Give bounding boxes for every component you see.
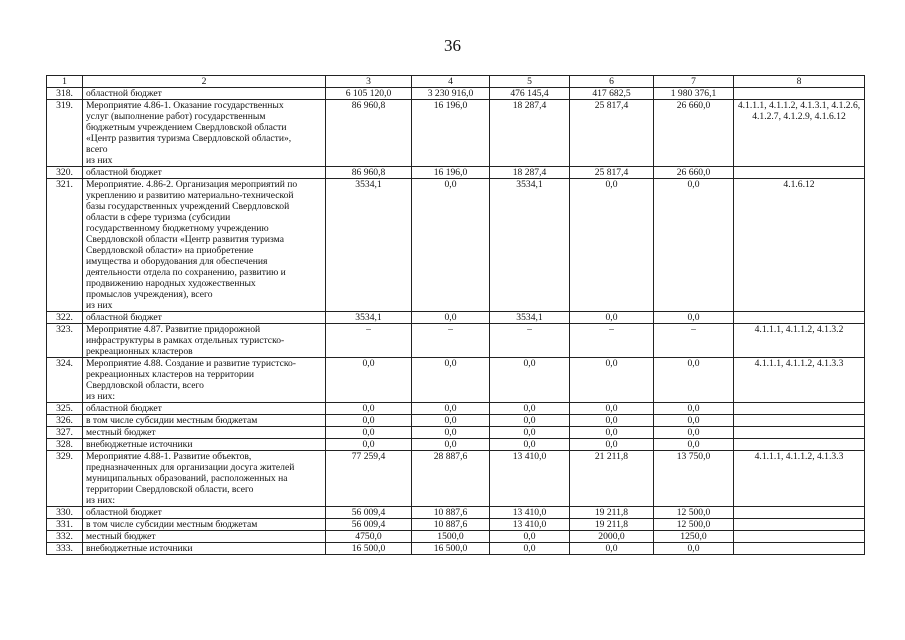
description-line: из них <box>86 155 113 166</box>
value-cell-col5: 476 145,4 <box>490 88 570 100</box>
value-cell-col6: 21 211,8 <box>570 451 654 507</box>
description-line: деятельности отдела по сохранению, развитию и <box>86 267 286 278</box>
target-codes-cell <box>734 312 865 324</box>
row-number-cell: 327. <box>47 427 83 439</box>
description-line: Мероприятие. 4.86-2. Организация мероприятий по <box>86 179 298 190</box>
description-line: услуг (выполнение работ) государственным <box>86 111 266 122</box>
description-line: области в сфере туризма (субсидии <box>86 212 231 223</box>
value-cell-col7: 0,0 <box>654 179 734 312</box>
table-row <box>47 519 865 531</box>
value-cell-col6: 19 211,8 <box>570 519 654 531</box>
description-line: внебюджетные источники <box>86 543 193 554</box>
value-cell-col3: 77 259,4 <box>326 451 412 507</box>
value-cell-col4: 0,0 <box>412 427 490 439</box>
description-line: областной бюджет <box>86 312 162 323</box>
table-row <box>47 358 865 403</box>
value-cell-col7: 12 500,0 <box>654 519 734 531</box>
table-row <box>47 439 865 451</box>
value-cell-col7: 26 660,0 <box>654 167 734 179</box>
description-line: Мероприятие 4.87. Развитие придорожной <box>86 324 261 335</box>
target-codes-cell <box>734 324 865 358</box>
value-cell-col7: – <box>654 324 734 358</box>
description-line: местный бюджет <box>86 531 156 542</box>
description-cell <box>83 543 326 555</box>
description-cell <box>83 312 326 324</box>
target-codes-cell <box>734 451 865 507</box>
header-cell: 5 <box>490 76 570 88</box>
target-codes-cell <box>734 439 865 451</box>
description-line: областной бюджет <box>86 403 162 414</box>
value-cell-col3: 86 960,8 <box>326 167 412 179</box>
value-cell-col4: 0,0 <box>412 415 490 427</box>
target-code-line: 4.1.1.1, 4.1.1.2, 4.1.3.1, 4.1.2.6, <box>737 100 861 111</box>
description-line: государственному бюджетному учреждению <box>86 223 269 234</box>
value-cell-col7: 0,0 <box>654 403 734 415</box>
description-line: базы государственных учреждений Свердловской <box>86 201 290 212</box>
value-cell-col5: 13 410,0 <box>490 507 570 519</box>
description-line: из них: <box>86 495 116 506</box>
description-line: рекреационных кластеров <box>86 346 193 357</box>
row-number-cell: 323. <box>47 324 83 358</box>
table-row <box>47 88 865 100</box>
target-code-line: 4.1.1.1, 4.1.1.2, 4.1.3.3 <box>754 451 844 462</box>
table-row <box>47 403 865 415</box>
value-cell-col5: 13 410,0 <box>490 451 570 507</box>
description-cell <box>83 403 326 415</box>
value-cell-col5: 0,0 <box>490 427 570 439</box>
target-codes-cell <box>734 519 865 531</box>
value-cell-col6: 0,0 <box>570 312 654 324</box>
table-row <box>47 312 865 324</box>
value-cell-col5: 0,0 <box>490 403 570 415</box>
value-cell-col7: 0,0 <box>654 439 734 451</box>
target-codes-cell <box>734 531 865 543</box>
description-line: Свердловской области, всего <box>86 380 204 391</box>
header-cell: 1 <box>47 76 83 88</box>
value-cell-col6: 19 211,8 <box>570 507 654 519</box>
description-cell <box>83 100 326 167</box>
row-number-cell: 326. <box>47 415 83 427</box>
value-cell-col3: 6 105 120,0 <box>326 88 412 100</box>
target-codes-cell <box>734 427 865 439</box>
value-cell-col6: 2000,0 <box>570 531 654 543</box>
header-cell: 4 <box>412 76 490 88</box>
description-line: местный бюджет <box>86 427 156 438</box>
description-line: Свердловской области» на приобретение <box>86 245 254 256</box>
description-cell <box>83 439 326 451</box>
description-line: в том числе субсидии местным бюджетам <box>86 415 258 426</box>
description-line: в том числе субсидии местным бюджетам <box>86 519 258 530</box>
description-line: имущества и оборудования для обеспечения <box>86 256 268 267</box>
table-row <box>47 531 865 543</box>
target-code-line: 4.1.2.7, 4.1.2.9, 4.1.6.12 <box>752 111 846 122</box>
value-cell-col6: 0,0 <box>570 179 654 312</box>
value-cell-col6: – <box>570 324 654 358</box>
value-cell-col5: 18 287,4 <box>490 167 570 179</box>
value-cell-col6: 0,0 <box>570 439 654 451</box>
value-cell-col6: 0,0 <box>570 403 654 415</box>
description-line: промыслов учреждения), всего <box>86 289 213 300</box>
value-cell-col6: 0,0 <box>570 415 654 427</box>
value-cell-col5: 0,0 <box>490 415 570 427</box>
description-line: муниципальных образований, расположенных на <box>86 473 288 484</box>
table-row <box>47 415 865 427</box>
header-cell: 3 <box>326 76 412 88</box>
target-codes-cell <box>734 415 865 427</box>
value-cell-col3: 0,0 <box>326 415 412 427</box>
header-cell: 7 <box>654 76 734 88</box>
value-cell-col6: 0,0 <box>570 358 654 403</box>
value-cell-col3: 0,0 <box>326 427 412 439</box>
description-line: рекреационных кластеров на территории <box>86 369 254 380</box>
value-cell-col4: 0,0 <box>412 358 490 403</box>
value-cell-col4: 10 887,6 <box>412 519 490 531</box>
row-number-cell: 332. <box>47 531 83 543</box>
description-cell <box>83 167 326 179</box>
target-codes-cell <box>734 543 865 555</box>
row-number-cell: 333. <box>47 543 83 555</box>
description-cell <box>83 507 326 519</box>
value-cell-col5: – <box>490 324 570 358</box>
target-codes-cell <box>734 179 865 312</box>
value-cell-col4: 28 887,6 <box>412 451 490 507</box>
table-row <box>47 167 865 179</box>
description-line: продвижению народных художественных <box>86 278 256 289</box>
value-cell-col3: 3534,1 <box>326 312 412 324</box>
header-row <box>47 76 865 88</box>
description-line: территории Свердловской области, всего <box>86 484 254 495</box>
description-line: всего <box>86 144 108 155</box>
value-cell-col3: 56 009,4 <box>326 507 412 519</box>
row-number-cell: 328. <box>47 439 83 451</box>
description-line: укреплению и развитию материально-технической <box>86 190 294 201</box>
target-code-line: 4.1.6.12 <box>783 179 815 190</box>
value-cell-col4: 16 500,0 <box>412 543 490 555</box>
description-cell <box>83 531 326 543</box>
row-number-cell: 318. <box>47 88 83 100</box>
value-cell-col6: 25 817,4 <box>570 100 654 167</box>
target-codes-cell <box>734 403 865 415</box>
description-cell <box>83 427 326 439</box>
description-line: инфраструктуры в рамках отдельных туристско- <box>86 335 285 346</box>
description-line: Мероприятие 4.88. Создание и развитие туристско- <box>86 358 296 369</box>
value-cell-col7: 12 500,0 <box>654 507 734 519</box>
description-cell <box>83 519 326 531</box>
row-number-cell: 324. <box>47 358 83 403</box>
value-cell-col4: – <box>412 324 490 358</box>
value-cell-col3: 0,0 <box>326 439 412 451</box>
table-row <box>47 100 865 167</box>
table-row <box>47 427 865 439</box>
value-cell-col3: 56 009,4 <box>326 519 412 531</box>
value-cell-col3: 0,0 <box>326 403 412 415</box>
value-cell-col6: 25 817,4 <box>570 167 654 179</box>
value-cell-col4: 0,0 <box>412 179 490 312</box>
row-number-cell: 331. <box>47 519 83 531</box>
description-line: из них: <box>86 391 116 402</box>
value-cell-col7: 0,0 <box>654 358 734 403</box>
header-cell: 8 <box>734 76 865 88</box>
value-cell-col5: 13 410,0 <box>490 519 570 531</box>
description-line: Мероприятие 4.86-1. Оказание государственных <box>86 100 284 111</box>
value-cell-col4: 16 196,0 <box>412 167 490 179</box>
table-row <box>47 179 865 312</box>
value-cell-col6: 417 682,5 <box>570 88 654 100</box>
value-cell-col5: 3534,1 <box>490 312 570 324</box>
value-cell-col5: 0,0 <box>490 358 570 403</box>
row-number-cell: 330. <box>47 507 83 519</box>
table-row <box>47 451 865 507</box>
description-cell <box>83 415 326 427</box>
value-cell-col3: 86 960,8 <box>326 100 412 167</box>
description-line: областной бюджет <box>86 167 162 178</box>
value-cell-col4: 3 230 916,0 <box>412 88 490 100</box>
value-cell-col3: 4750,0 <box>326 531 412 543</box>
value-cell-col4: 10 887,6 <box>412 507 490 519</box>
row-number-cell: 321. <box>47 179 83 312</box>
value-cell-col7: 1 980 376,1 <box>654 88 734 100</box>
value-cell-col3: 16 500,0 <box>326 543 412 555</box>
value-cell-col7: 0,0 <box>654 415 734 427</box>
value-cell-col4: 1500,0 <box>412 531 490 543</box>
target-code-line: 4.1.1.1, 4.1.1.2, 4.1.3.2 <box>754 324 844 335</box>
value-cell-col4: 0,0 <box>412 312 490 324</box>
table-row <box>47 543 865 555</box>
row-number-cell: 322. <box>47 312 83 324</box>
row-number-cell: 329. <box>47 451 83 507</box>
description-cell <box>83 324 326 358</box>
value-cell-col5: 0,0 <box>490 543 570 555</box>
value-cell-col4: 0,0 <box>412 439 490 451</box>
value-cell-col6: 0,0 <box>570 543 654 555</box>
description-line: областной бюджет <box>86 88 162 99</box>
description-cell <box>83 358 326 403</box>
row-number-cell: 319. <box>47 100 83 167</box>
description-line: областной бюджет <box>86 507 162 518</box>
target-code-line: 4.1.1.1, 4.1.1.2, 4.1.3.3 <box>754 358 844 369</box>
description-cell <box>83 451 326 507</box>
value-cell-col5: 0,0 <box>490 439 570 451</box>
value-cell-col5: 0,0 <box>490 531 570 543</box>
description-cell <box>83 179 326 312</box>
description-line: Свердловской области «Центр развития туризма <box>86 234 284 245</box>
header-cell: 2 <box>83 76 326 88</box>
table-row <box>47 324 865 358</box>
value-cell-col3: 0,0 <box>326 358 412 403</box>
budget-table <box>46 75 865 555</box>
row-number-cell: 325. <box>47 403 83 415</box>
target-codes-cell <box>734 100 865 167</box>
description-line: предназначенных для организации досуга жителей <box>86 462 295 473</box>
description-cell <box>83 88 326 100</box>
value-cell-col6: 0,0 <box>570 427 654 439</box>
page-number: 36 <box>444 36 461 55</box>
value-cell-col7: 0,0 <box>654 427 734 439</box>
row-number-cell: 320. <box>47 167 83 179</box>
target-codes-cell <box>734 88 865 100</box>
value-cell-col4: 0,0 <box>412 403 490 415</box>
value-cell-col7: 13 750,0 <box>654 451 734 507</box>
description-line: «Центр развития туризма Свердловской области», <box>86 133 292 144</box>
target-codes-cell <box>734 167 865 179</box>
value-cell-col7: 26 660,0 <box>654 100 734 167</box>
value-cell-col7: 0,0 <box>654 543 734 555</box>
header-cell: 6 <box>570 76 654 88</box>
table-row <box>47 507 865 519</box>
value-cell-col5: 18 287,4 <box>490 100 570 167</box>
value-cell-col4: 16 196,0 <box>412 100 490 167</box>
target-codes-cell <box>734 507 865 519</box>
value-cell-col5: 3534,1 <box>490 179 570 312</box>
target-codes-cell <box>734 358 865 403</box>
description-line: Мероприятие 4.88-1. Развитие объектов, <box>86 451 252 462</box>
description-line: бюджетным учреждением Свердловской области <box>86 122 287 133</box>
description-line: из них <box>86 300 113 311</box>
value-cell-col3: – <box>326 324 412 358</box>
value-cell-col7: 1250,0 <box>654 531 734 543</box>
value-cell-col7: 0,0 <box>654 312 734 324</box>
value-cell-col3: 3534,1 <box>326 179 412 312</box>
description-line: внебюджетные источники <box>86 439 193 450</box>
